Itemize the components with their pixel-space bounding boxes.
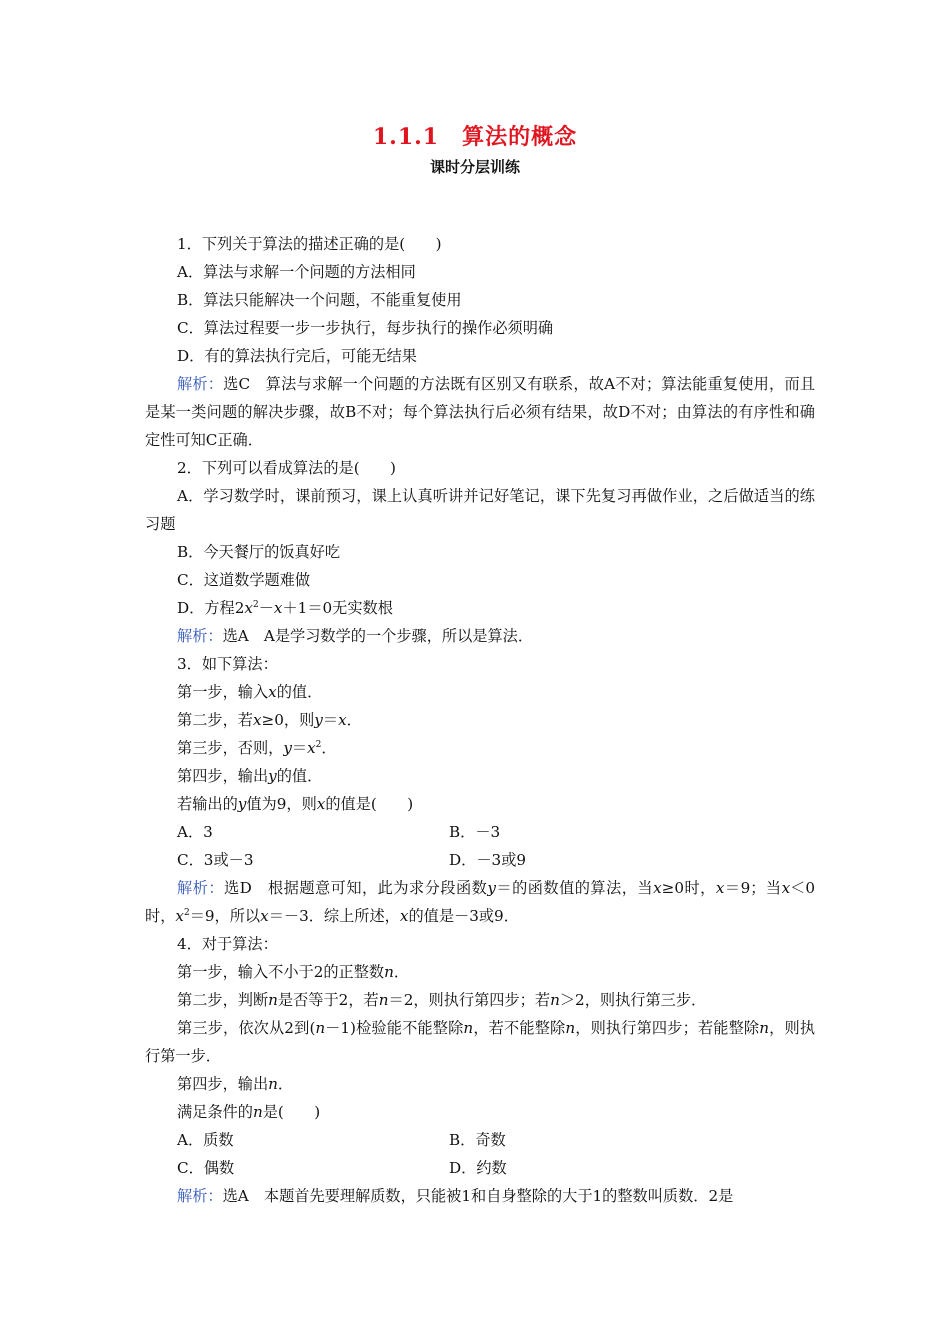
q2-answer-text: 选A A是学习数学的一个步骤，所以是算法． — [222, 627, 534, 645]
q4-step-3: 第三步，依次从2到(n－1)检验能不能整除n，若不能整除n，则执行第四步；若能整除n，则执行第一步． — [145, 1019, 816, 1065]
q2-stem: 2．下列可以看成算法的是( ) — [177, 459, 396, 477]
q3-step-3: 第三步，否则，$y=x^2$． — [177, 739, 337, 757]
q4-analysis — [145, 1182, 815, 1210]
q4-options-row-1 — [145, 1126, 815, 1154]
q4-step-2: 第二步，判断n是否等于2，若n＝2，则执行第四步；若n＞2，则执行第三步． — [177, 991, 707, 1009]
q4-option-b: B．奇数 — [449, 1131, 506, 1149]
q3-options-row-2 — [145, 846, 815, 874]
analysis-label: 解析： — [177, 375, 224, 393]
q3-option-b: B．－3 — [449, 823, 501, 841]
q2-analysis — [145, 622, 815, 650]
q1-option-b: B．算法只能解决一个问题，不能重复使用 — [177, 291, 462, 309]
analysis-label: 解析： — [177, 879, 224, 897]
page-title: 1.1.1 算法的概念 — [372, 124, 578, 150]
q1-answer-text: 选C 算法与求解一个问题的方法既有区别又有联系，故A不对；算法能重复使用，而且是某一类问题的解决步骤，故B不对；每个算法执行后必须有结果，故D不对；由算法的有序性和确定性可知C正确． — [145, 375, 816, 449]
q3-step-2: 第二步，若x≥0，则y＝x． — [177, 711, 362, 729]
q4-options-row-2 — [145, 1154, 815, 1182]
q1-option-c: C．算法过程要一步一步执行，每步执行的操作必须明确 — [177, 319, 554, 337]
page-subtitle: 课时分层训练 — [429, 158, 520, 176]
q3-option-c: C．3或－3 — [177, 851, 254, 869]
q3-step-1: 第一步，输入x的值． — [177, 683, 323, 701]
q1-option-d: D．有的算法执行完后，可能无结果 — [177, 347, 417, 365]
q2-option-b: B．今天餐厅的饭真好吃 — [177, 543, 341, 561]
analysis-label: 解析： — [177, 1187, 223, 1205]
q3-options-row-1 — [145, 818, 815, 846]
q3-analysis: 解析：选D 根据题意可知，此为求分段函数y＝的函数值的算法，当x≥0时，x＝9；当x＜0时，$x^2=9$，所以x＝－3．综上所述，x的值是－3或9． — [145, 879, 815, 925]
q4-step-1: 第一步，输入不小于2的正整数n． — [177, 963, 410, 981]
q3-option-d: D．－3或9 — [449, 851, 527, 869]
exercise-content — [145, 230, 815, 1210]
q2-option-d: D．方程$2x^2-x+1=0$无实数根 — [177, 599, 393, 617]
q4-question: 满足条件的n是( ) — [177, 1103, 321, 1121]
q3-option-a: A．3 — [177, 823, 213, 841]
q1-option-a: A．算法与求解一个问题的方法相同 — [177, 263, 416, 281]
q4-option-c: C．偶数 — [177, 1159, 235, 1177]
q1-stem: 1．下列关于算法的描述正确的是( ) — [177, 235, 442, 253]
q4-stem: 4．对于算法： — [177, 935, 278, 953]
q3-step-4: 第四步，输出y的值． — [177, 767, 323, 785]
q4-option-a: A．质数 — [177, 1131, 234, 1149]
q3-question: 若输出的y值为9，则x的值是( ) — [177, 795, 414, 813]
analysis-label: 解析： — [177, 627, 223, 645]
q2-option-c: C．这道数学题难做 — [177, 571, 311, 589]
q4-step-4: 第四步，输出n． — [177, 1075, 294, 1093]
q4-answer-text: 选A 本题首先要理解质数，只能被1和自身整除的大于1的整数叫质数．2是 — [222, 1187, 734, 1205]
q3-stem: 3．如下算法： — [177, 655, 278, 673]
q1-analysis — [145, 370, 815, 454]
q2-option-a: A．学习数学时，课前预习，课上认真听讲并记好笔记，课下先复习再做作业，之后做适当的练习题 — [145, 487, 815, 533]
q4-option-d: D．约数 — [449, 1159, 507, 1177]
